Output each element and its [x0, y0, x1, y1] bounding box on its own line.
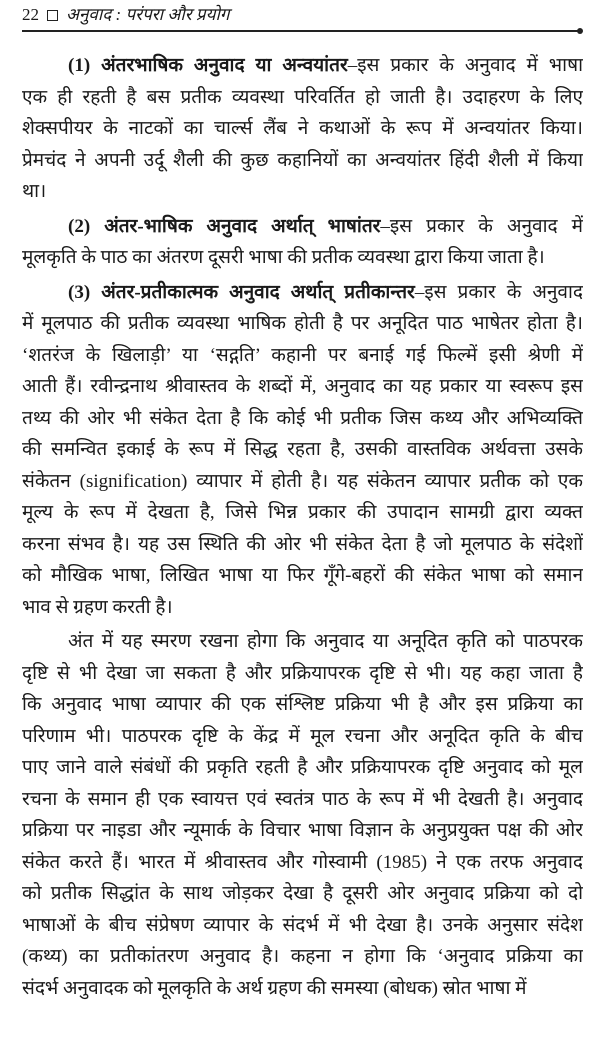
text-line: [22, 784, 583, 816]
text-line: [22, 50, 583, 82]
line-text: रचना के समान ही एक स्वायत्त एवं स्वतंत्र पाठ के रूप में भी देखती है। अनुवाद: [22, 788, 583, 810]
paragraph: [22, 50, 583, 208]
running-header: [22, 2, 582, 25]
line-text: ‘शतरंज के खिलाड़ी’ या ‘सद्गति’ कहानी पर बनाई गई फिल्में इसी श्रेणी में: [22, 344, 583, 366]
book-title: अनुवाद : परंपरा और प्रयोग: [66, 5, 230, 24]
text-line: [22, 176, 583, 208]
text-line: [22, 721, 583, 753]
line-text: को मौखिक भाषा, लिखित भाषा या फिर गूँगे-बहरों की संकेत भाषा को समान: [22, 565, 583, 586]
line-text: मूलकृति के पाठ का अंतरण दूसरी भाषा की प्रतीक व्यवस्था द्वारा किया जाता है।: [22, 247, 545, 268]
text-line: [22, 815, 583, 847]
header-rule: [22, 30, 580, 32]
text-line: [22, 626, 583, 658]
line-text: कि अनुवाद भाषा व्यापार की एक संश्लिष्ट प्रक्रिया भी है और इस प्रक्रिया का: [22, 694, 583, 715]
line-text: तथ्य की ओर भी संकेत देता है कि कोई भी प्रतीक जिस कथ्य और अभिव्यक्ति: [22, 407, 583, 429]
text-line: [22, 689, 583, 721]
text-line: [22, 145, 583, 177]
line-text: करना संभव है। यह उस स्थिति की ओर भी संकेत देता है जो मूलपाठ के संदेशों: [22, 533, 583, 555]
line-text: भाव से ग्रहण करती है।: [22, 596, 173, 618]
text-line: [22, 878, 583, 910]
line-text: था।: [22, 181, 47, 202]
text-line: [22, 82, 583, 114]
line-text: परिणाम भी। पाठपरक दृष्टि के केंद्र में मूल रचना और अनूदित कृति के बीच: [22, 725, 583, 747]
text-line: [22, 340, 583, 372]
text-line: [22, 434, 583, 466]
square-bullet-icon: [47, 10, 58, 21]
paragraph: [22, 277, 583, 624]
page-number: 22: [22, 5, 39, 24]
line-text: भाषाओं के बीच संप्रेषण व्यापार के संदर्भ में भी देखा है। उनके अनुसार संदेश: [22, 914, 583, 936]
text-line: [22, 592, 583, 624]
text-line: [22, 658, 583, 690]
line-text: प्रक्रिया पर नाइडा और न्यूमार्क के विचार भाषा विज्ञान के अनुप्रयुक्त पक्ष की ओर: [22, 820, 583, 841]
line-text: संदर्भ अनुवादक को मूलकृति के अर्थ ग्रहण की समस्या (बोधक) स्रोत भाषा में: [22, 977, 527, 999]
line-text: एक ही रहती है बस प्रतीक व्यवस्था परिवर्तित हो जाती है। उदाहरण के लिए: [22, 86, 583, 108]
line-text: –इस प्रकार के अनुवाद में: [380, 215, 583, 237]
text-line: [22, 277, 583, 309]
text-line: [22, 529, 583, 561]
line-text: की समन्वित इकाई के रूप में सिद्ध रहता है, उसकी वास्तविक अर्थवत्ता उसके: [22, 439, 583, 460]
line-text: को प्रतीक सिद्धांत के साथ जोड़कर देखा है दूसरी ओर अनुवाद प्रक्रिया को दो: [22, 883, 583, 904]
section-heading: (2) अंतर-भाषिक अनुवाद अर्थात् भाषांतर: [68, 215, 381, 237]
text-line: [22, 242, 583, 274]
section-heading: (1) अंतरभाषिक अनुवाद या अन्वयांतर: [68, 55, 348, 76]
line-text: आती हैं। रवीन्द्रनाथ श्रीवास्तव के शब्दों में, अनुवाद का यह प्रकार या स्वरूप इस: [22, 376, 583, 397]
line-text: में मूलपाठ की प्रतीक व्यवस्था भाषिक होती है पर अनूदित पाठ भाषेतर होता है।: [22, 313, 583, 334]
section-heading: (3) अंतर-प्रतीकात्मक अनुवाद अर्थात् प्रतीकान्तर: [68, 281, 415, 303]
text-line: [22, 973, 583, 1005]
line-text: प्रेमचंद ने अपनी उर्दू शैली की कुछ कहानियों का अन्वयांतर हिंदी शैली में किया: [22, 149, 583, 171]
line-text: –इस प्रकार के अनुवाद: [414, 281, 583, 303]
text-line: [22, 910, 583, 942]
page-body: [22, 50, 583, 1007]
line-text: (कथ्य) का प्रतीकांतरण अनुवाद है। कहना न होगा कि ‘अनुवाद प्रक्रिया का: [22, 946, 583, 967]
text-line: [22, 752, 583, 784]
paragraph: [22, 626, 583, 1004]
text-line: [22, 211, 583, 243]
paragraph: [22, 211, 583, 274]
text-line: [22, 847, 583, 879]
text-line: [22, 403, 583, 435]
text-line: [22, 113, 583, 145]
text-line: [22, 308, 583, 340]
text-line: [22, 497, 583, 529]
rule-end-dot: [577, 28, 583, 34]
line-text: मूल्य के रूप में देखता है, जिसे भिन्न प्रकार की उपादान सामग्री द्वारा व्यक्त: [22, 502, 583, 523]
line-text: संकेत करते हैं। भारत में श्रीवास्तव और गोस्वामी (1985) ने एक तरफ अनुवाद: [22, 851, 583, 873]
line-text: दृष्टि से भी देखा जा सकता है और प्रक्रियापरक दृष्टि से भी। यह कहा जाता है: [22, 662, 583, 684]
line-text: पाए जाने वाले संबंधों की प्रकृति रहती है और प्रक्रियापरक दृष्टि अनुवाद को मूल: [22, 757, 583, 778]
line-text: शेक्सपीयर के नाटकों का चार्ल्स लैंब ने कथाओं के रूप में अन्वयांतर किया।: [22, 118, 583, 139]
text-line: [22, 466, 583, 498]
line-text: अंत में यह स्मरण रखना होगा कि अनुवाद या अनूदित कृति को पाठपरक: [68, 631, 583, 652]
text-line: [22, 560, 583, 592]
line-text: –इस प्रकार के अनुवाद में भाषा: [347, 55, 583, 76]
text-line: [22, 941, 583, 973]
line-text: संकेतन (signification) व्यापार में होती है। यह संकेतन व्यापार प्रतीक को एक: [22, 470, 583, 492]
text-line: [22, 371, 583, 403]
